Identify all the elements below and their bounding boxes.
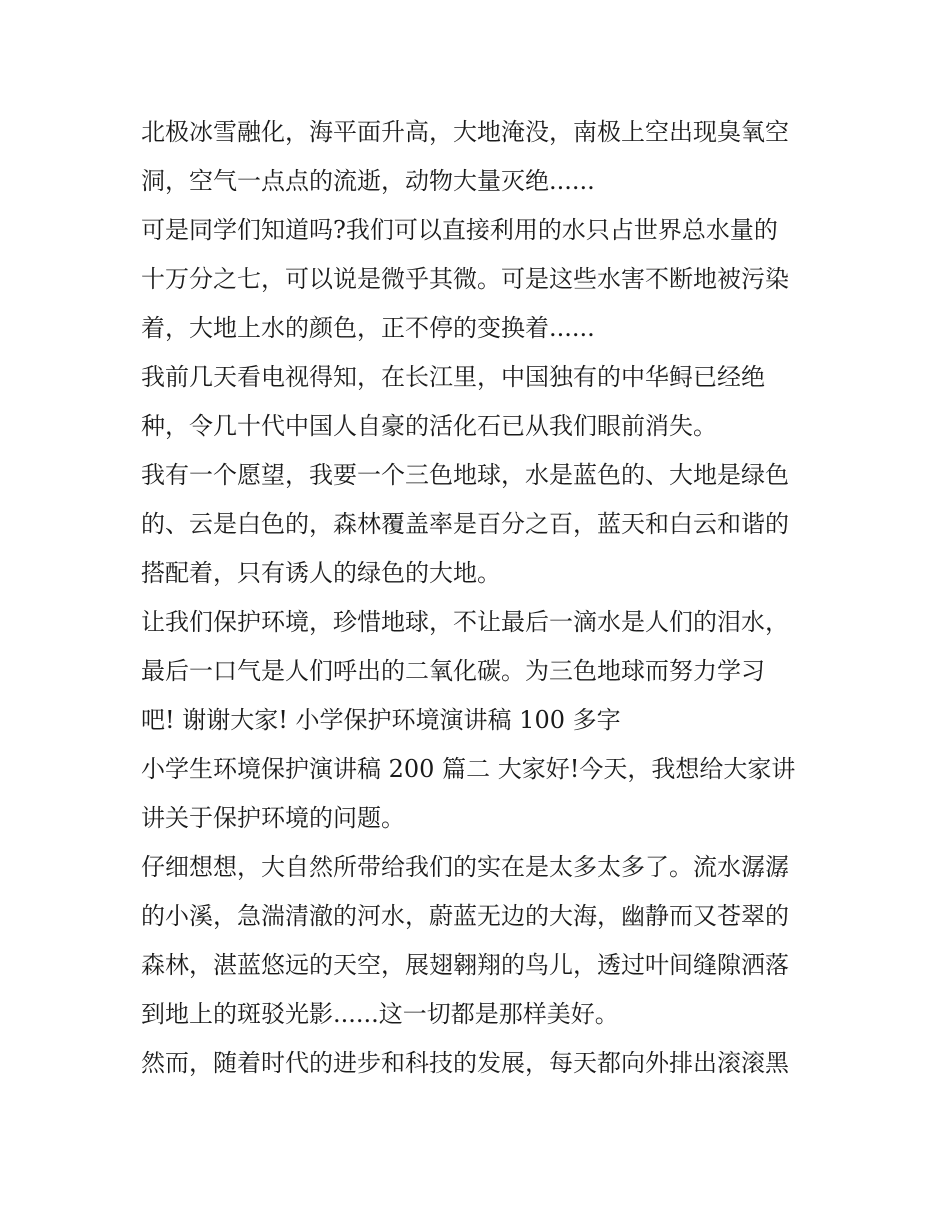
text-line: 北极冰雪融化，海平面升高，大地淹没，南极上空出现臭氧空: [141, 118, 789, 146]
text-line: 洞，空气一点点的流逝，动物大量灭绝......: [141, 167, 595, 195]
text-line: 然而，随着时代的进步和科技的发展，每天都向外排出滚滚黑: [141, 1049, 789, 1077]
text-line: 可是同学们知道吗?我们可以直接利用的水只占世界总水量的: [141, 216, 778, 244]
text-line: 我有一个愿望，我要一个三色地球，水是蓝色的、大地是绿色: [141, 461, 789, 489]
text-line: 森林，湛蓝悠远的天空，展翅翱翔的鸟儿，透过叶间缝隙洒落: [141, 951, 789, 979]
text-line: 的、云是白色的，森林覆盖率是百分之百，蓝天和白云和谐的: [141, 510, 789, 538]
text-line: 着，大地上水的颜色，正不停的变换着......: [141, 314, 595, 342]
text-line: 吧! 谢谢大家! 小学保护环境演讲稿 100 多字: [141, 706, 621, 734]
text-line: 仔细想想，大自然所带给我们的实在是太多太多了。流水潺潺: [141, 853, 789, 881]
text-line: 十万分之七，可以说是微乎其微。可是这些水害不断地被污染: [141, 265, 789, 293]
text-line: 让我们保护环境，珍惜地球，不让最后一滴水是人们的泪水，: [141, 608, 789, 636]
text-line: 种，令几十代中国人自豪的活化石已从我们眼前消失。: [141, 412, 717, 440]
text-line: 我前几天看电视得知，在长江里，中国独有的中华鲟已经绝: [141, 363, 765, 391]
document-body: [141, 108, 821, 1088]
text-line: 讲关于保护环境的问题。: [141, 804, 405, 832]
text-line: 小学生环境保护演讲稿 200 篇二 大家好!今天，我想给大家讲: [141, 755, 796, 783]
text-line: 搭配着，只有诱人的绿色的大地。: [141, 559, 501, 587]
text-line: 的小溪，急湍清澈的河水，蔚蓝无边的大海，幽静而又苍翠的: [141, 902, 789, 930]
text-line: 到地上的斑驳光影......这一切都是那样美好。: [141, 1000, 619, 1028]
text-line: 最后一口气是人们呼出的二氧化碳。为三色地球而努力学习: [141, 657, 765, 685]
